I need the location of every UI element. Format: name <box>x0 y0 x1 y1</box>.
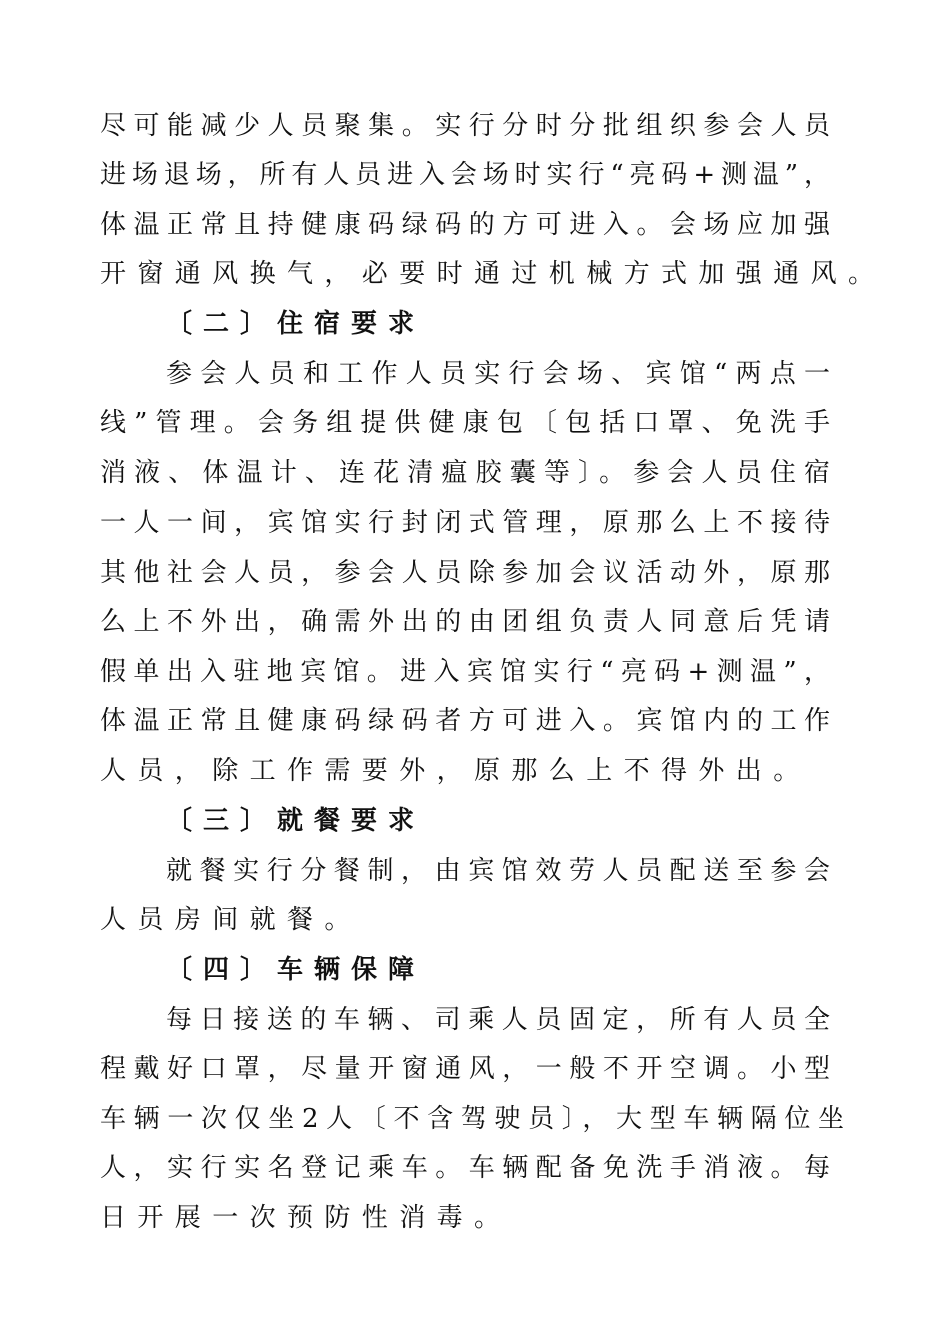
paragraph-line: 进场退场，所有人员进入会场时实行“亮码+测温”， <box>100 160 830 190</box>
section-heading-dining: 〔三〕就餐要求 <box>166 806 426 836</box>
paragraph-line: 程戴好口罩，尽量开窗通风，一般不开空调。小型 <box>100 1054 830 1084</box>
paragraph-line: 消液、体温计、连花清瘟胶囊等〕。参会人员住宿 <box>100 458 830 488</box>
paragraph-line: 人，实行实名登记乘车。车辆配备免洗手消液。每 <box>100 1153 830 1183</box>
paragraph-line: 人员房间就餐。 <box>100 905 362 935</box>
paragraph-line: 体温正常且持健康码绿码的方可进入。会场应加强 <box>100 210 830 240</box>
paragraph-line: 线”管理。会务组提供健康包〔包括口罩、免洗手 <box>100 408 830 438</box>
paragraph-line: 就餐实行分餐制，由宾馆效劳人员配送至参会 <box>166 856 830 886</box>
paragraph-line: 人员，除工作需要外，原那么上不得外出。 <box>100 756 811 786</box>
paragraph-line: 一人一间，宾馆实行封闭式管理，原那么上不接待 <box>100 508 830 538</box>
paragraph-line: 参会人员和工作人员实行会场、宾馆“两点一 <box>166 359 830 389</box>
paragraph-line: 假单出入驻地宾馆。进入宾馆实行“亮码+测温”， <box>100 657 830 687</box>
paragraph-line: 每日接送的车辆、司乘人员固定，所有人员全 <box>166 1005 830 1035</box>
section-heading-vehicles: 〔四〕车辆保障 <box>166 955 426 985</box>
paragraph-line: 车辆一次仅坐2人〔不含驾驶员〕，大型车辆隔位坐 <box>100 1104 844 1134</box>
paragraph-line: 体温正常且健康码绿码者方可进入。宾馆内的工作 <box>100 706 830 736</box>
paragraph-line: 么上不外出，确需外出的由团组负责人同意后凭请 <box>100 607 830 637</box>
paragraph-line: 其他社会人员，参会人员除参加会议活动外，原那 <box>100 558 830 588</box>
section-heading-accommodation: 〔二〕住宿要求 <box>166 309 426 339</box>
paragraph-line: 日开展一次预防性消毒。 <box>100 1203 512 1233</box>
paragraph-line: 尽可能减少人员聚集。实行分时分批组织参会人员 <box>100 111 830 141</box>
paragraph-line: 开窗通风换气，必要时通过机械方式加强通风。 <box>100 259 886 289</box>
